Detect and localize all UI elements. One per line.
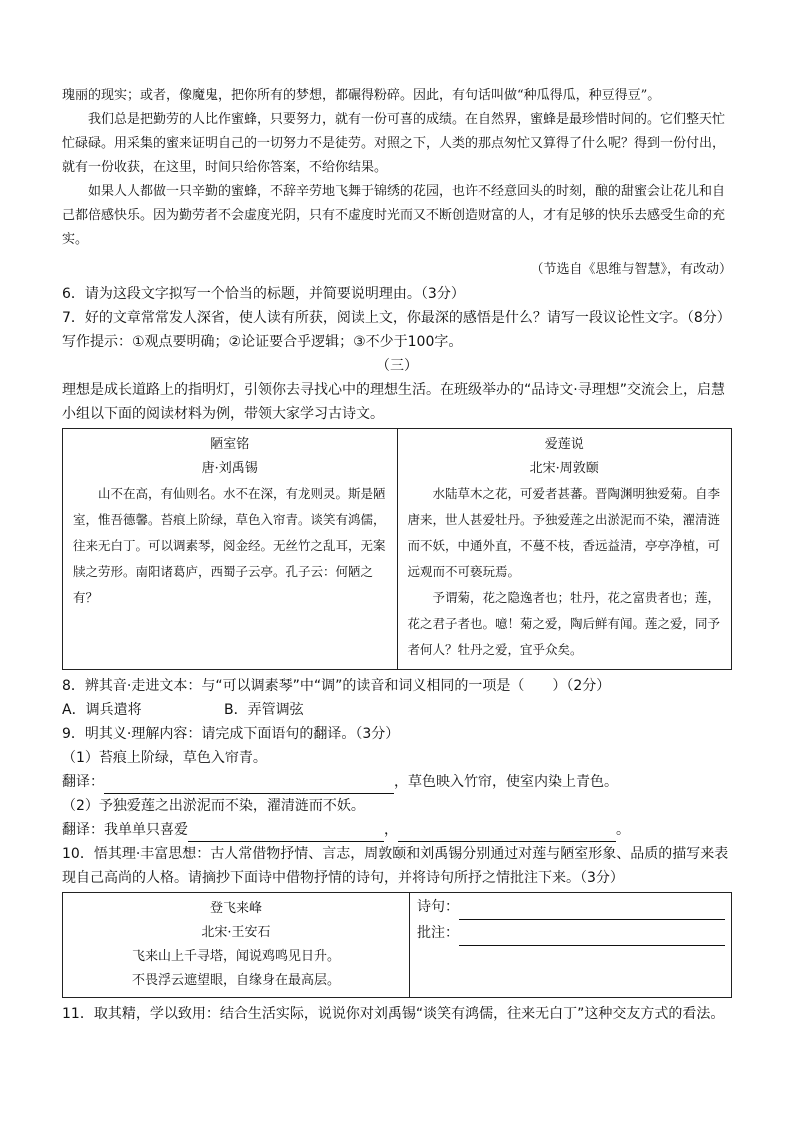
question-10: 10．悟其理·丰富思想：古人常借物抒情、言志，周敦颐和刘禹锡分别通过对莲与陋室形象、品质的描写来表现自己高尚的人格。请摘抄下面诗中借物抒情的诗句，并将诗句所抒之情批注下来。（3分）	[62, 846, 729, 886]
question-7: 7．好的文章常常发人深省，使人读有所获，阅读上文，你最深的感悟是什么？请写一段议论性文字。（8分）	[62, 310, 731, 326]
annotation-cell	[410, 893, 732, 998]
poem-ai-lian-shuo	[397, 429, 732, 670]
poem-line-2: 不畏浮云遮望眼，自缘身在最高层。	[131, 973, 340, 988]
translation-tail: ，草色映入竹帘，使室内染上青色。	[394, 774, 618, 790]
question-9-1: （1）苔痕上阶绿，草色入帘青。	[62, 750, 267, 766]
poem-body: 山不在高，有仙则名。水不在深，有龙则灵。斯是陋室，惟吾德馨。苔痕上阶绿，草色入帘青。谈笑有鸿儒，往来无白丁。可以调素琴，阅金经。无丝竹之乱耳，无案牍之劳形。南阳诸葛庐，西蜀子云亭。孔子云：何陋之有？	[73, 486, 386, 605]
poem2-table	[62, 892, 732, 998]
poem-title: 登飞来峰	[209, 901, 262, 916]
poem-author: 北宋·王安石	[201, 925, 271, 940]
answer-blank[interactable]	[104, 777, 394, 794]
question-9-2-translation	[62, 818, 732, 842]
question-9-2: （2）予独爱莲之出淤泥而不染，濯清涟而不妖。	[62, 798, 365, 814]
question-8: 8．辨其音·走进文本：与“可以调素琴”中“调”的读音和词义相同的一项是（ ）（2分）	[62, 678, 611, 694]
question-9-1-translation	[62, 770, 732, 794]
verse-line	[411, 894, 730, 920]
question-6: 6．请为这段文字拟写一个恰当的标题，并简要说明理由。（3分）	[62, 286, 465, 302]
poem-title: 陋室铭	[210, 437, 250, 452]
verse-blank[interactable]	[459, 903, 725, 920]
option-a[interactable]: A．调兵遣将	[62, 702, 142, 718]
question-11: 11．取其精，学以致用：结合生活实际，说说你对刘禹锡“谈笑有鸿儒，往来无白丁”这种交友方式的看法。	[62, 1006, 725, 1022]
poem-title: 爱莲说	[544, 437, 584, 452]
poem-deng-fei-lai-feng	[63, 893, 410, 998]
note-label: 批注：	[417, 925, 459, 941]
question-7-hint: 写作提示：①观点要明确；②论证要合乎逻辑；③不少于100字。	[62, 334, 463, 350]
question-8-options	[62, 698, 732, 722]
poems-table	[62, 428, 732, 670]
passage-paragraph-1: 我们总是把勤劳的人比作蜜蜂，只要努力，就有一份可喜的成绩。在自然界，蜜蜂是最珍惜时间的。它们整天忙忙碌碌。用采集的蜜来证明自己的一切努力不是徒劳。对照之下，人类的那点匆忙又算得了什么呢？得到一份付出，就有一份收获，在这里，时间只给你答案，不给你结果。	[62, 112, 726, 175]
passage-paragraph-0: 瑰丽的现实；或者，像魔鬼，把你所有的梦想，都碾得粉碎。因此，有句话叫做“种瓜得瓜，种豆得豆”。	[62, 88, 661, 103]
translation-comma: ，	[384, 822, 398, 838]
exam-page	[62, 84, 732, 1026]
poem-author: 北宋·周敦颐	[529, 461, 599, 476]
section-heading-3: （三）	[376, 358, 418, 374]
poem-body-paragraph-2: 予谓菊，花之隐逸者也；牡丹，花之富贵者也；莲，花之君子者也。噫！菊之爱，陶后鲜有闻。莲之爱，同予者何人？牡丹之爱，宜乎众矣。	[407, 590, 721, 657]
section-intro: 理想是成长道路上的指明灯，引领你去寻找心中的理想生活。在班级举办的“品诗文·寻理想”交流会上，启慧小组以下面的阅读材料为例，带领大家学习古诗文。	[62, 382, 725, 422]
answer-blank-2[interactable]	[398, 825, 616, 842]
passage-source: （节选自《思维与智慧》，有改动）	[530, 262, 732, 277]
note-line	[411, 920, 730, 946]
poem-body-paragraph-1: 水陆草木之花，可爱者甚蕃。晋陶渊明独爱菊。自李唐来，世人甚爱牡丹。予独爱莲之出淤泥而不染，濯清涟而不妖，中通外直，不蔓不枝，香远益清，亭亭净植，可远观而不可亵玩焉。	[407, 486, 721, 579]
option-b[interactable]: B．弄管调弦	[224, 702, 304, 718]
translation-label: 翻译：我单单只喜爱	[62, 822, 188, 838]
poem-line-1: 飞来山上千寻塔，闻说鸡鸣见日升。	[131, 949, 340, 964]
question-9: 9．明其义·理解内容：请完成下面语句的翻译。（3分）	[62, 726, 400, 742]
verse-label: 诗句：	[417, 899, 459, 915]
note-blank[interactable]	[459, 929, 725, 946]
poem-lou-shi-ming	[63, 429, 398, 670]
translation-label: 翻译：	[62, 774, 104, 790]
translation-end: 。	[616, 822, 630, 838]
passage-paragraph-2: 如果人人都做一只辛勤的蜜蜂，不辞辛劳地飞舞于锦绣的花园，也许不经意回头的时刻，酿的甜蜜会让花儿和自己都倍感快乐。因为勤劳者不会虚度光阴，只有不虚度时光而又不断创造财富的人，才有足够的快乐去感受生命的充实。	[62, 184, 726, 247]
poem-author: 唐·刘禹锡	[201, 461, 258, 476]
answer-blank-1[interactable]	[188, 825, 384, 842]
